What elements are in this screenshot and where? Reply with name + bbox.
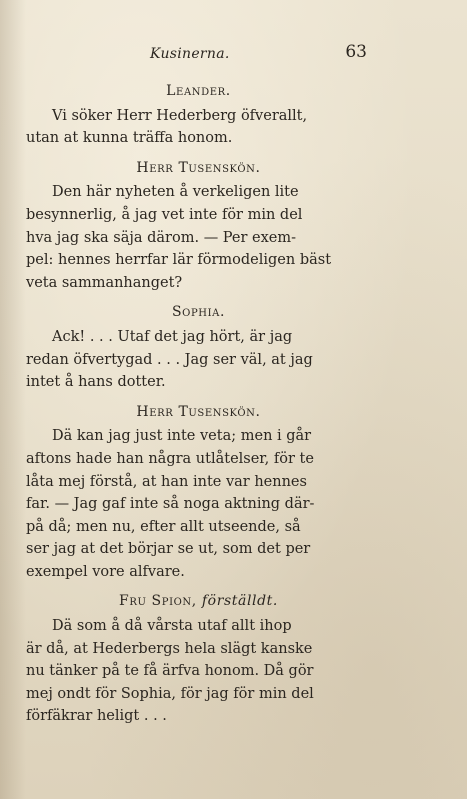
text-line: besynnerlig, å jag vet inte för min del — [26, 206, 303, 223]
speaker-name: Herr Tusenskön. — [136, 159, 261, 176]
speaker-heading — [26, 590, 371, 613]
stage-direction: förställdt. — [201, 593, 278, 610]
text-line: Dä kan jag just inte veta; men i går — [52, 428, 312, 445]
text-line: Den här nyheten å verkeligen lite — [52, 184, 299, 201]
text-line: ser jag at det börjar se ut, som det per — [26, 541, 311, 558]
text-line: Dä som å då vårsta utaf allt ihop — [52, 618, 292, 635]
text-line: redan öfvertygad . . . Jag ser väl, at jag — [26, 351, 313, 368]
running-head: Kusinerna. — [150, 46, 230, 62]
text-line: Ack! . . . Utaf det jag hört, är jag — [52, 328, 293, 345]
speech — [26, 181, 371, 294]
speaker-heading — [26, 80, 371, 103]
speaker-name: Leander. — [166, 83, 231, 99]
text-line: förfäkrar heligt . . . — [26, 708, 167, 725]
dialogue-text — [26, 80, 371, 735]
speech — [26, 425, 371, 583]
text-line: på då; men nu, efter allt utseende, så — [26, 518, 301, 535]
text-line: exempel vore alfvare. — [26, 563, 185, 580]
speaker-name: Sophia. — [171, 304, 226, 321]
text-line: intet å hans dotter. — [26, 374, 166, 391]
text-line: Vi söker Herr Hederberg öfverallt, — [52, 107, 308, 124]
text-line: mej ondt för Sophia, för jag för min del — [26, 685, 314, 702]
speaker-heading — [26, 301, 371, 324]
text-line: pel: hennes herrfar lär förmodeligen bäst — [26, 252, 332, 269]
text-line: far. — Jag gaf inte så noga aktning där- — [26, 496, 315, 513]
text-line: aftons hade han några utlåtelser, för te — [26, 450, 314, 467]
gutter-shadow — [0, 0, 26, 799]
speaker-name: Fru Spion, — [119, 593, 197, 610]
speaker-name: Herr Tusenskön. — [136, 403, 261, 420]
speech — [26, 615, 371, 728]
speaker-heading — [26, 157, 371, 180]
text-line: utan at kunna träffa honom. — [26, 130, 233, 147]
text-line: nu tänker på te få ärfva honom. Då gör — [26, 663, 314, 680]
page-number: 63 — [345, 42, 367, 62]
speech — [26, 105, 371, 150]
text-line: hva jag ska säja därom. — Per exem- — [26, 229, 297, 246]
speech — [26, 326, 371, 394]
text-line: är då, at Hederbergs hela slägt kanske — [26, 640, 313, 657]
speaker-heading — [26, 401, 371, 424]
text-line: veta sammanhanget? — [26, 274, 183, 291]
text-line: låta mej förstå, at han inte var hennes — [26, 473, 307, 490]
